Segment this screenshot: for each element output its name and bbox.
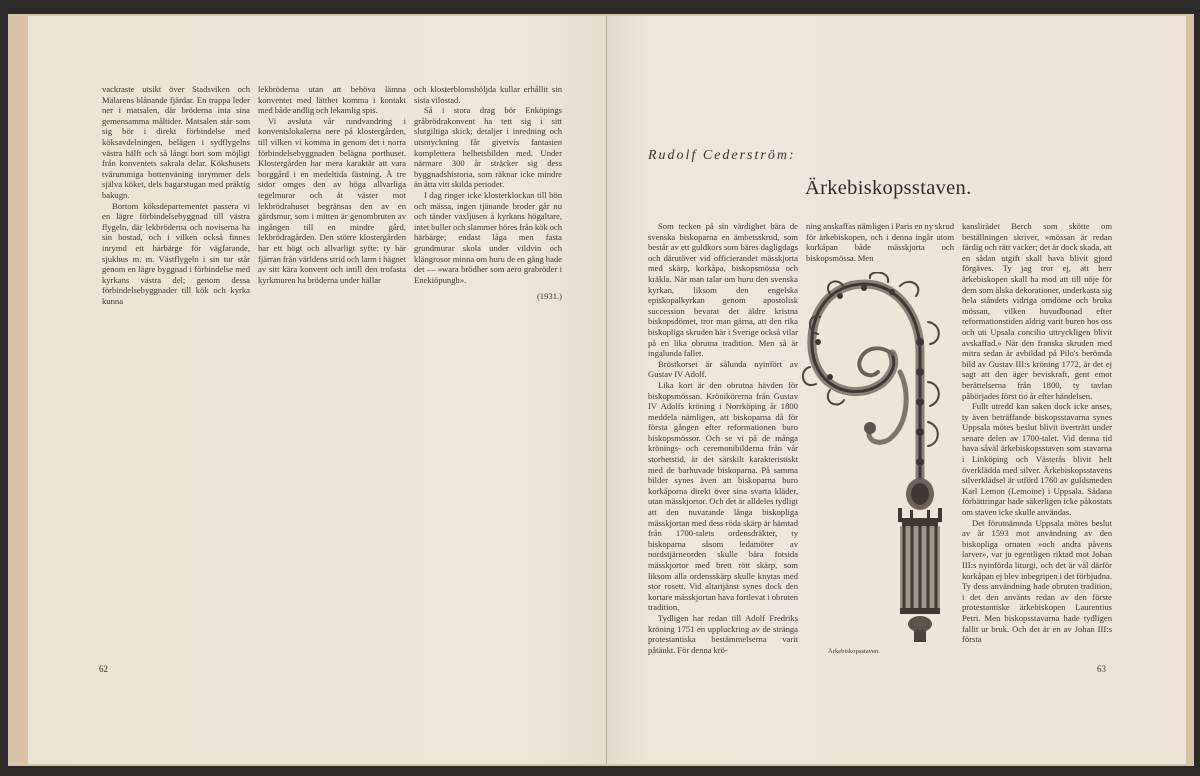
figure-caption: Ärkebiskopsstaven. [828,648,880,655]
book-gutter [606,16,607,764]
paragraph: ning anskaffas nämligen i Paris en ny skrud för ärkebiskopen, och i denna ingår utom korkåpan både mässkjorta och biskopsmössa. Men [806,221,954,263]
paragraph: Fullt utredd kan saken dock icke anses, ty även beträffande biskopsstavarna synes Uppsala mötes beslut blivit överträtt under senare delen av 1700-talet. Vid denna tid hava såväl ärkebiskopsstaven som stavarna i Linköping och Västerås blivit helt överklädda med silver. Ärkebiskopsstavens silverklädsel är utförd 1760 av guldsmeden Karl Lemon (Lemoine) i Uppsala. Sådana förbättringar hade säkerligen icke påkostats om staven icke skulle användas. [962,401,1112,518]
paragraph: Bröstkorset är sålunda nyinfört av Gustav IV Adolf. [648,358,798,380]
paragraph: Bortom köksdepartementet passera vi en lägre förbindelsebyggnad till västra flygeln, där lekbröderna och noviserna ha sin bostad, och i vilken också finnes inrymd ett härbärge för vägfarande, sjukhus m. m. Västflygeln i sin tur står genom en lägre byggnad i förbindelse med kyrkans västra del; genom dessa förbindelsebyggnader till kök och kyrka kunna [102,200,250,306]
left-column-1 [102,84,250,306]
paragraph: I dag ringer icke klosterklockan till bön och mässa, ingen tjänande broder går nu och tänder vaxljusen å kyrkans högaltare, intet buller och slammer höres från kök och härbärge; endast låga men fasta grundmurar skola under vildvin och klängrosor minna om huru de en gång hade det — »wara brödher som aero grabröder i Enekiöpungh». [414,189,563,285]
paragraph: vackraste utsikt över Stadsviken och Mälarens blånande fjärdar. En trappa leder ner i matsalen, där bröderna inta sina gemensamma måltider. Matsalen står som sig bör i direkt förbindelse med köksavdelningen, belägen i sydflygelns västra hälft och så långt bort som möjligt från konventets sakrala delar. Kökshusets tvärummiga bottenväning inrymmer dels själva köket, dels bagarstugan med präktig bakugn. [102,84,250,200]
article-date: (1931.) [536,291,562,302]
article-author: Rudolf Cederström: [648,148,796,163]
paragraph: och klosterblomshöljda kullar erhållit sin sista vilostad. [414,84,562,105]
paragraph: lekbröderna utan att behöva lämna konventet med lätthet komma i kontakt med både andlig och lekamlig spis. [258,84,406,116]
paragraph: Vi avsluta vår rundvandring i konventslokalerna nere på klostergården, till vilken vi komma in genom det i norra förbindelsebyggnaden belägna porthuset. Klostergården har mera karaktär att vara borggård i en medeltida fästning. Å tre sidor omges den av höga allvarliga tegelmurar och åt väster mot lekbrödrahuset begränsas den av en gärdsmur, som i mitten är genombruten av ingången till en mindre gård, lekbrödragården. Den större klostergården har ett högt och allvarligt syfte: ty här fjärran från världens strid och larm i hägnet av sitt kära konvent och intill den trofasta kyrkmuren ha bröderna under hällar [258,115,406,285]
paragraph: Det förutnämnda Uppsala mötes beslut av år 1593 mot användning av den biskopliga ornaten »och andra påvens larver», var ju egentligen riktad mot Johan III:s nyinförda liturgi, och det är väl därför korkåpan ej blev inbegripen i det förbjudna. Ty dess användning hade obruten tradition, i det den använts redan av den förste protestantiske ärkebiskopen Laurentius Petri. Men biskopsstavarna hade tydligen fallit ur bruk. Och det är en av Johan III:s första [962,517,1112,645]
page-number-left: 62 [99,664,108,674]
paragraph: Lika kort är den obrutna hävden för biskopsmössan. Krönikörerna från Gustav IV Adolfs kröning i Norrköping år 1800 meddela nämligen, att biskoparna då för första gången efter reformationen buro biskopsmössor. Och se vi på de många krönings- och ceremonibilderna från vår storhetstid, är det särskilt karakteristiskt med de barhuvade biskoparna. På samma bilder synes även att biskoparna buro korkåporna direkt över sina svarta kläder, utan mässkjortor. Och det är alldeles tydligt att den nuvarande långa biskopliga mässkjortan med dess röda skärp är hämtad från 1700-talets ordensdräkter, ty biskoparna såsom ledamöter av nordstjärneorden skulle bära fotsida mässkjortor med brett rött skärp, som liksom alla ordensskärp skulle knytas med stor rosett. Vid altartjänst synes dock den kortare mässkjortan hava fortlevat i obruten tradition. [648,379,798,613]
article-title: Ärkebiskopsstaven. [805,177,972,199]
right-column-2 [806,221,954,263]
paragraph: Så i stora drag bör Enköpings gråbrödrakonvent ha tett sig i sitt slutgiltiga skick; detaljer i inredning och utsmyckning får givetvis fantasien komplettera helhetsbilden med. Under närmare 300 år sträcker sig dess byggnadshistoria, som räknar icke mindre än åtta vitt skilda perioder. [414,105,562,190]
crosier-illustration [800,272,960,642]
paragraph: kansliràdet Berch som skötte om beställningen skriver, »mössan är redan färdig och rätt vacker; det är dock skada, att en sådan utgift skall hava blivit gjord förgäves. Ty jag tror ej, att herr ärkebiskopen skall ha mod att till nöje för dem som älska dekorationer, underkasta sig hela ståndets vidriga omdöme och bruka mössan, vilken huvudbonad efter reformationstiden aldrig varit buren hos oss och uti Upsala concilio uttryckligen blivit avskaffad.» När den franska skruden med mitra sedan är avbildad på Pilo's berömda bild av Gustav III:s kröning 1772, är det ej sagt att den äger beviskraft, gent emot berättelserna från 1800, ty tavlan påbörjades först tio år efter händelsen. [962,221,1112,401]
page-number-right: 63 [1097,664,1106,674]
left-column-3 [414,84,562,302]
paragraph: Tydligen har redan till Adolf Fredriks kröning 1751 en uppluckring av de stränga protestantiska bestämmelserna varit påtänkt. För denna krö- [648,612,798,655]
left-column-2 [258,84,406,285]
right-column-1 [648,221,798,655]
right-column-3 [962,221,1112,645]
paragraph: Som tecken på sin värdighet bära de svenska biskoparna en ämbetsskrud, som består av ett guldkors som bäres dagligdags och därutöver vid officierandet mässkjorta med skärp, korkåpa, biskopsmössa och kräkla. När man talar om huru den svenska kyrkan, liksom den engelska episkopalkyrkan genom apostolisk succession bevarat det äldre kristna biskopsdömet, tror man gärna, att den rika biskopliga skruden här i Sverige också vilar på en lika obrutna tradition. Men så är ingalunda fallet. [648,221,798,359]
